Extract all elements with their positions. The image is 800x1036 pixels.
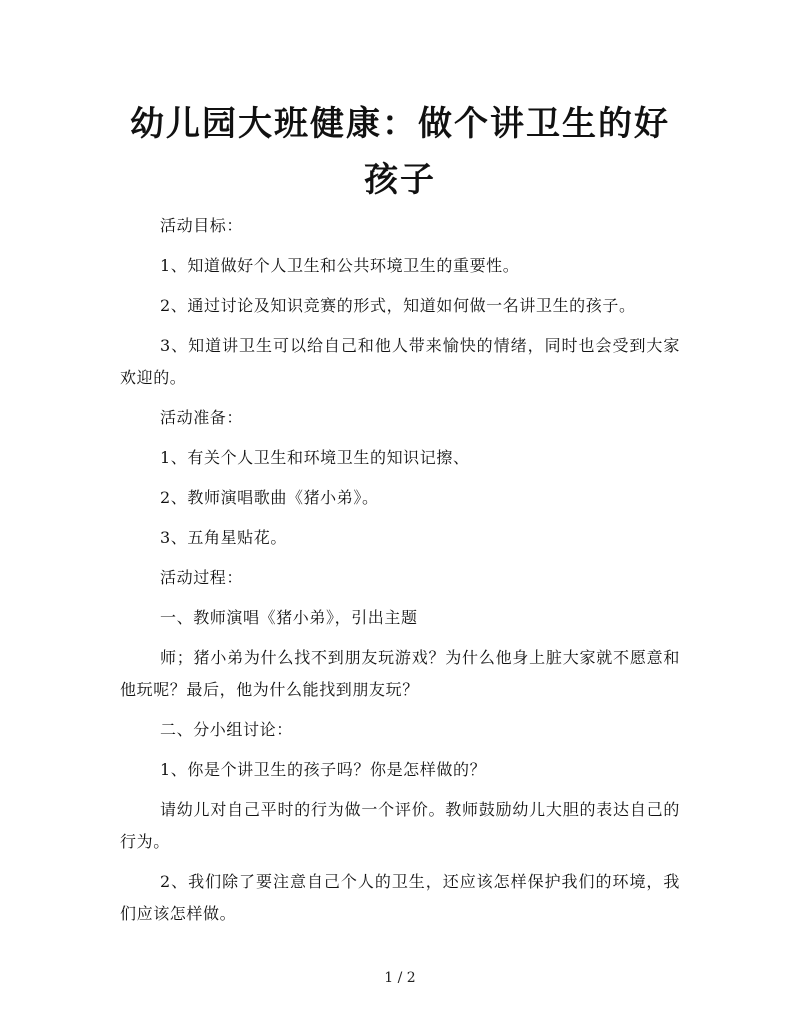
paragraph-preparation-3: 3、五角星贴花。 (160, 528, 287, 547)
paragraph-evaluation: 请幼儿对自己平时的行为做一个评价。教师鼓励幼儿大胆的表达自己的行为。 (120, 800, 680, 851)
document-title: 幼儿园大班健康：做个讲卫生的好孩子 (130, 104, 670, 200)
paragraph-discussion-1: 1、你是个讲卫生的孩子吗？你是怎样做的？ (160, 760, 487, 779)
page-number: 1 / 2 (384, 970, 416, 986)
paragraph-process-heading: 活动过程： (160, 568, 244, 587)
paragraph-goal-1: 1、知道做好个人卫生和公共环境卫生的重要性。 (160, 256, 520, 275)
paragraph-preparation-1: 1、有关个人卫生和环境卫生的知识记擦、 (160, 448, 470, 467)
paragraph-preparation-2: 2、教师演唱歌曲《猪小弟》。 (160, 488, 379, 507)
paragraph-process-step-2: 二、分小组讨论： (160, 720, 293, 739)
paragraph-goal-3: 3、知道讲卫生可以给自己和他人带来愉快的情绪，同时也会受到大家欢迎的。 (120, 336, 680, 387)
paragraph-discussion-2: 2、我们除了要注意自己个人的卫生，还应该怎样保护我们的环境，我们应该怎样做。 (120, 872, 680, 923)
paragraph-preparation-heading: 活动准备： (160, 408, 244, 427)
document-body (120, 210, 680, 938)
paragraph-teacher-question: 师；猪小弟为什么找不到朋友玩游戏？为什么他身上脏大家就不愿意和他玩呢？最后，他为什么能找到朋友玩？ (120, 648, 680, 699)
paragraph-goal-2: 2、通过讨论及知识竞赛的形式，知道如何做一名讲卫生的孩子。 (160, 296, 636, 315)
paragraph-goals-heading: 活动目标： (160, 216, 244, 235)
paragraph-process-step-1: 一、教师演唱《猪小弟》，引出主题 (160, 608, 418, 627)
